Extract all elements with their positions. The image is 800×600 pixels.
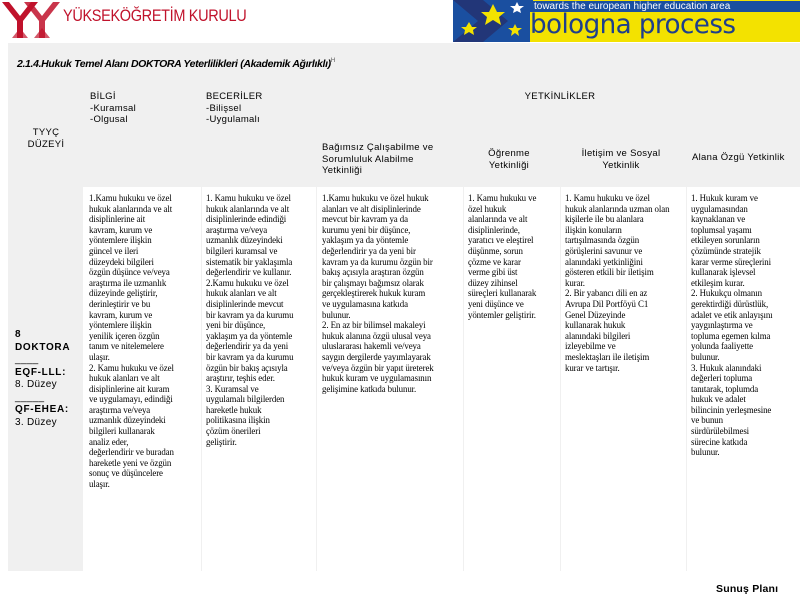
alana-ozgu-text: 1. Hukuk kuram ve uygulamasından kaynaklanan ve toplumsal yaşamı etkileyen sorunların çözümünde stratejik karar verme süreçlerini kullanarak işlevsel etkileşim kurar. 2. Hukukçu olmanın gerektirdiği dürüstlük, adalet ve etik anlayışını yaygınlaştırma ve topluma egemen kılma yolunda faaliyette bulunur. 3. Hukuk alanındaki değerleri topluma tanıtarak, toplumda hukuk ve adalet bilincinin yerleşmesine ve bunun sürdürülebilmesi sürecine katkıda bulunur. <box>691 193 773 458</box>
beceriler-text: 1. Kamu hukuku ve özel hukuk alanlarında ve alt disiplinlerinde edindiği araştırma ve/veya uzmanlık düzeyindeki bilgileri kuramsal ve sistematik bir yaklaşımla değerlendirir ve kullanır. 2.Kamu hukuku ve özel hukuk alanları ve alt disiplinlerinde mevcut bir kavram ya da kurumu yeni bir düşünce, yaklaşım ya da yöntemle değerlendirir ya da yeni bir kavram ya da kurumu özgün bir bakış açısıyla araştırır, teşhis eder. 3. Kuramsal ve uygulamalı bilgilerden hareketle hukuk politikasına ilişkin çözüm önerileri geliştirir. <box>206 193 294 447</box>
bilgi-header: BİLGİ -Kuramsal -Olgusal <box>90 91 136 125</box>
yok-logo <box>0 0 270 40</box>
bagimsiz-text: 1.Kamu hukuku ve özel hukuk alanları ve alt disiplinlerinde mevcut bir kavram ya da kurumu yeni bir düşünce, yaklaşım ya da yöntemle değerlendirir ya da yeni bir kavram ya da kurumu özgün bir bakış açısıyla araştıran özgün bir çalışmayı bağımsız olarak gerçekleştirerek hukuk kuram ve uygulamasına katkıda bulunur. 2. En az bir bilimsel makaleyi hukuk alanına özgü ulusal veya uluslararası hakemli ve/veya saygın dergilerde yayımlayarak ve/veya özgün bir yapıt üreterek hukuk kuram ve uygulamasının gelişimine katkıda bulunur. <box>322 193 434 394</box>
yetkinlikler-header: YETKİNLİKLER <box>524 91 596 102</box>
document-title <box>17 58 335 70</box>
bologna-logo <box>453 0 800 42</box>
level-label <box>15 329 70 429</box>
bologna-tagline: towards the european higher education area <box>530 1 800 12</box>
bologna-title: bologna process <box>530 9 736 40</box>
qf-value: 3. Düzey <box>15 416 57 428</box>
alana-ozgu-header: Alana Özgü Yetkinlik <box>692 152 785 163</box>
level-number: 8 <box>15 329 22 340</box>
ogrenme-yetkinligi-header: Öğrenme Yetkinliği <box>488 148 530 171</box>
ogrenme-text: 1. Kamu hukuku ve özel hukuk alanlarında ve alt disiplinlerinde, yaratıcı ve eleştirel düşünme, sorun çözme ve karar verme gibi üst düzey zihinsel süreçleri kullanarak yeni düşünce ve yöntemler geliştirir. <box>468 193 537 320</box>
yok-name: YÜKSEKÖĞRETİM KURULU <box>63 7 247 25</box>
qf-label: QF-EHEA: <box>15 404 69 415</box>
header-banner <box>0 0 800 42</box>
bagimsiz-calisabilme-header: Bağımsız Çalışabilme ve Sorumluluk Alabilme Yetkinliği <box>322 142 434 176</box>
tyyc-header: TYYÇ DÜZEYİ <box>27 127 65 150</box>
iletisim-text: 1. Kamu hukuku ve özel hukuk alanlarında uzman olan kişilerle ile bu alanlara ilişkin konuların tartışılmasında özgün görüşlerini savunur ve alanındaki yetkinliğini gösteren etkili bir iletişim kurar. 2. Bir yabancı dili en az Avrupa Dil Portföyü C1 Genel Düzeyinde kullanarak hukuk alanındaki bilgileri izleyebilme ve meslektaşları ile iletişim kurar ve tartışır. <box>565 193 670 373</box>
level-separator: _____ <box>15 391 45 403</box>
level-name: DOKTORA <box>15 341 71 353</box>
eqf-label: EQF-LLL: <box>15 366 67 378</box>
bilgi-text: 1.Kamu hukuku ve özel hukuk alanlarında ve alt disiplinlerine ait kavram, kurum ve yöntemlere ilişkin güncel ve ileri düzeydeki bilgileri özgün düşünce ve/veya araştırma ile uzmanlık düzeyinde geliştirir, derinleştirir ve bu kavram, kurum ve yöntemlere ilişkin yenilik içeren özgün tanım ve nitelemelere ulaşır. 2. Kamu hukuku ve özel hukuk alanları ve alt disiplinlerine ait kuram ve uygulamayı, edindiği araştırma ve/veya uzmanlık düzeyindeki bilgileri kullanarak analiz eder, değerlendirir ve buradan hareketle yeni ve özgün sonuç ve düşüncelere ulaşır. <box>89 193 174 490</box>
sunus-plani-link[interactable]: Sunuş Planı <box>716 583 779 595</box>
yok-emblem-icon <box>2 2 60 38</box>
iletisim-sosyal-header: İletişim ve Sosyal Yetkinlik <box>581 148 661 171</box>
title-note-mark: H <box>330 58 335 64</box>
eqf-value: 8. Düzey <box>15 379 57 390</box>
beceriler-header: BECERİLER -Bilişsel -Uygulamalı <box>206 91 263 125</box>
document-title-text: 2.1.4.Hukuk Temel Alanı DOKTORA Yeterlilikleri (Akademik Ağırlıklı) <box>17 58 331 70</box>
level-separator: ____ <box>15 354 39 365</box>
